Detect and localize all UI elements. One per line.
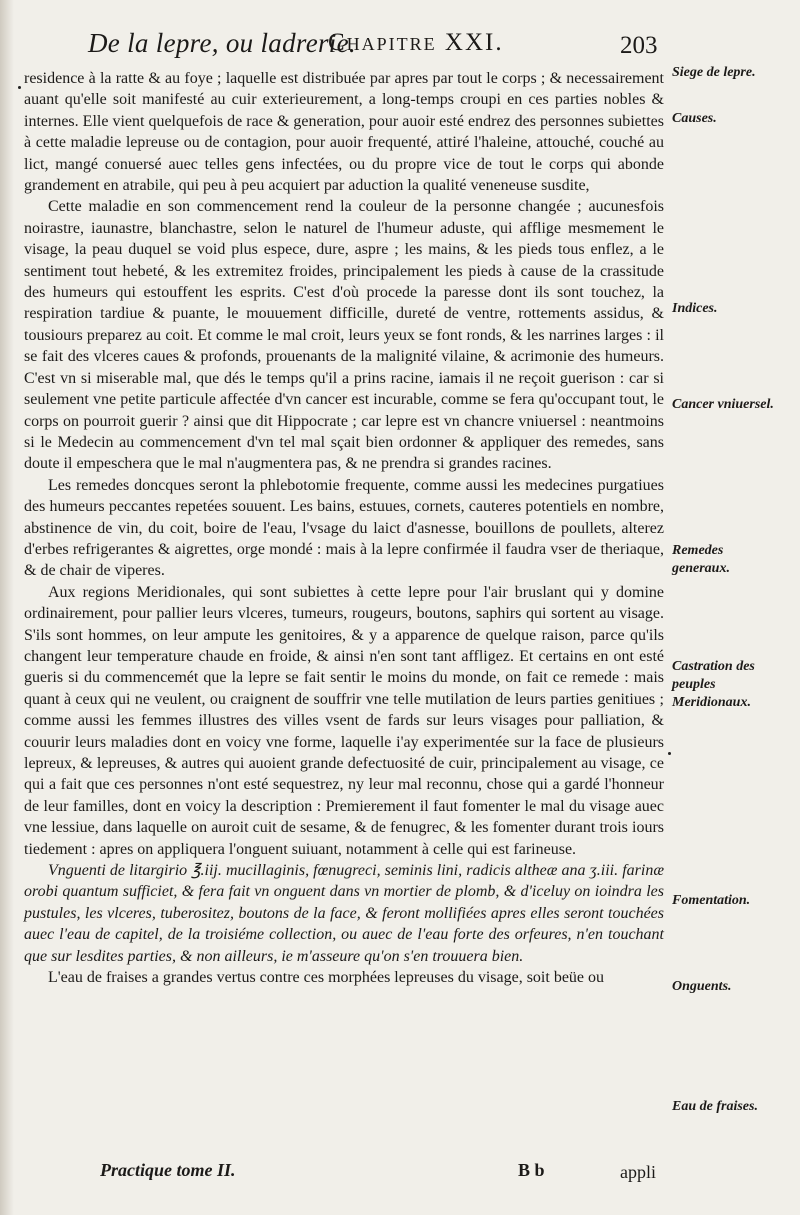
paragraph-remedies: Les remedes doncques seront la phlebotomie frequente, comme aussi les medecines purgatiues des humeurs peccantes repetées souuent. Les bains, estuues, cornets, cauteres potentiels en nombre, abstinence de vin, du coit, boire de l'eau, l'vsage du laict d'asnesse, bouillons de poullets, alterez d'erbes refrigerantes & aigrettes, orge mondé : mais à la lepre confirmée il faudra vser de theriaque, & de chair de viperes. <box>24 476 664 580</box>
margin-note-indices: Indices. <box>672 301 718 316</box>
paragraph-strawberry-water: L'eau de fraises a grandes vertus contre ces morphées lepreuses du visage, soit beüe ou <box>48 969 605 987</box>
paragraph-residence: residence à la ratte & au foye ; laquelle est distribuée par apres par tout le corps ; & necessairement auant qu'elle soit manifesté au cuir exterieurement, a long-temps croupi en ces parties nobles & internes. Elle vient quelquefois de race & generation, pour auoir esté endrez des personnes subiettes à cette maladie lepreuse ou de contagion, pour auoir frequenté, attiré l'haleine, attouché, couché au lict, mangé conuersé auec telles gens infectées, ou du propre vice de tout le corps qui abonde grandement en atrabile, qui peu à peu acquiert par aduction la qualité veneneuse susdite, <box>24 70 664 195</box>
margin-note-cancer: Cancer vniuersel. <box>672 397 774 412</box>
main-text <box>24 68 664 988</box>
page-gutter-shadow <box>0 0 14 1215</box>
signature-mark: B b <box>518 1160 545 1180</box>
running-head: De la lepre, ou ladrerie. <box>88 28 356 58</box>
catchword: appli <box>620 1162 656 1182</box>
ink-speck <box>668 752 671 755</box>
margin-note-remedes: Remedes generaux. <box>672 543 730 576</box>
margin-note-fomentation: Fomentation. <box>672 893 751 908</box>
margin-note-castration: Castration des peuples Meridionaux. <box>672 659 755 710</box>
signature-line: Practique tome II. <box>100 1160 236 1180</box>
page-footer <box>100 1160 680 1190</box>
margin-note-siege: Siege de lepre. <box>672 65 756 80</box>
paragraph-ointment-recipe: Vnguenti de litargirio ℥.iij. mucillaginis, fœnugreci, seminis lini, radicis altheæ ana ʒ.iii. farinæ orobi quantum sufficiet, & fera fait vn onguent dans vn mortier de plomb, & d'iceluy on ioindra les pustules, les vlceres, tuberositez, boutons de la face, & feront mollifiées apres elles seront touchées auec l'eau de capitel, de la troisiéme collection, ou auec de l'eau forte des orfeures, n'en touchant que sur lesdites parties, & non ailleurs, ie m'asseure qu'on s'en trouuera bien. <box>24 862 664 965</box>
paragraph-symptoms: Cette maladie en son commencement rend la couleur de la personne changée ; aucunesfois noirastre, iaunastre, blanchastre, selon le naturel de l'humeur aduste, qui afflige mesmement le visage, la peau duquel se void plus espece, dure, aspre ; les mains, & les pieds tous enflez, a le sentiment tout hebeté, & les extremitez froides, principalement les pieds à cause de la crassitude des humeurs qui estouffent les esprits. C'est d'où procede la paresse dont ils sont touchez, la respiration tardiue & puante, le mouuement difficille, dureté de ventre, rottements assidus, & tousiours preparez au coit. Et comme le mal croit, leurs yeux se font ronds, & les narrines larges : il se fait des vlceres caues & profonds, prouenants de la malignité vilaine, & acrimonie des humeurs. C'est vn si miserable mal, que dés le temps qu'il a prins racine, iamais il ne reçoit guerison : car si seulement vne petite particule affectée d'vn cancer est incurable, comme se fera qu'occupant tout, le corps on pourroit guerir ? ainsi que dit Hippocrate ; car lepre est vn chancre vniuersel : neantmoins si le Medecin au commencement d'vn tel mal sçait bien ordonner & appliquer des remedes, sans doute il empeschera que le mal n'augmentera pas, & ne prendra si grandes racines. <box>24 198 664 473</box>
ink-speck <box>18 86 21 89</box>
chapter-heading: Chapitre XXI. <box>328 29 504 56</box>
paragraph-meridional: Aux regions Meridionales, qui sont subiettes à cette lepre pour l'air bruslant qui y domine ordinairement, pour pallier leurs vlceres, tumeurs, rougeurs, boutons, saphirs qui sortent au visage. S'ils sont hommes, on leur ampute les genitoires, & y a apparence de quelque raison, parce qu'ils changent leur temperature chaude en froide, & ainsi n'en sont tant affligez. Et certains en ont esté gueris si du commencemét que la lepre se fait sentir le moins du monde, on fait ce remede : mais quant à ceux qui ne veulent, ou craignent de souffrir vne telle mutilation de leurs parties genitiues ; comme aussi les femmes illustres des villes vsent de fards sur leurs visages pour palliation, & couurir leurs maladies dont en voicy vne forme, laquelle i'ay experimentée sur la face de plusieurs lepreux, & lepreuses, & autres qui auoient grande defectuosité de cuir, principalement au visage, ce qui a fait que ces personnes n'ont esté sequestrez, ny leur mal reconnu, chose qui a gardé l'honneur de leur familles, dont en voicy la description : Premierement il faut fomenter le mal du visage auec vne lessiue, dans laquelle on auroit cuit de sesame, & de fenugrec, & les fomenter durant trois iours tiedement : apres on appliquera l'onguent suiuant, notamment à celle qui est farineuse. <box>24 583 664 858</box>
page-header <box>88 28 668 72</box>
page-number: 203 <box>620 32 658 59</box>
margin-note-causes: Causes. <box>672 111 717 126</box>
margin-note-eau-de-fraises: Eau de fraises. <box>672 1099 758 1114</box>
margin-note-onguents: Onguents. <box>672 979 732 994</box>
